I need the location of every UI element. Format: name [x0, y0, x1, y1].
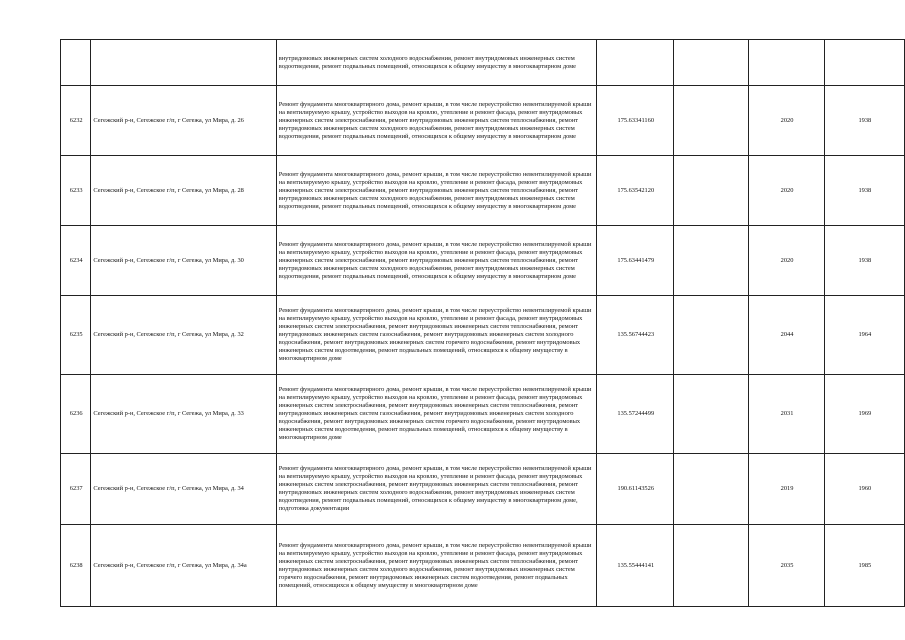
built-year-cell: 1938: [824, 226, 904, 296]
year-cell: 2044: [749, 296, 824, 375]
year-cell: 2035: [749, 525, 824, 607]
row-number: 6238: [61, 525, 91, 607]
works-cell: Ремонт фундамента многоквартирного дома, ремонт крыши, в том числе переустройство невентилируемой крыши на вентилируемую крышу, устройство выходов на кровлю, утепление и ремонт фасада, ремонт внутридомовых инженерных систем электроснабжения, ремонт внутридомовых инженерных систем теплоснабжения, ремонт внутридомовых инженерных систем газоснабжения, ремонт внутридомовых инженерных систем холодного водоснабжения, ремонт внутридомовых инженерных систем горячего водоснабжения, ремонт внутридомовых инженерных систем водоотведения, ремонт подвальных помещений, относящихся к общему имуществу в многоквартирном доме: [276, 296, 596, 375]
row-number: 6237: [61, 454, 91, 525]
cost-cell: 135.57244499: [597, 375, 674, 454]
year-cell: 2020: [749, 156, 824, 226]
table-row: [61, 454, 905, 525]
address-cell: Сегежский р-н, Сегежское г/п, г Сегежа, ул Мира, д. 26: [91, 86, 276, 156]
table-row: [61, 525, 905, 607]
year-cell: 2020: [749, 86, 824, 156]
address-cell: Сегежский р-н, Сегежское г/п, г Сегежа, ул Мира, д. 34: [91, 454, 276, 525]
row-number: 6233: [61, 156, 91, 226]
address-cell: Сегежский р-н, Сегежское г/п, г Сегежа, ул Мира, д. 32: [91, 296, 276, 375]
works-cell: Ремонт фундамента многоквартирного дома, ремонт крыши, в том числе переустройство невентилируемой крыши на вентилируемую крышу, устройство выходов на кровлю, утепление и ремонт фасада, ремонт внутридомовых инженерных систем электроснабжения, ремонт внутридомовых инженерных систем теплоснабжения, ремонт внутридомовых инженерных систем холодного водоснабжения, ремонт внутридомовых инженерных систем водоотведения, ремонт подвальных помещений, относящихся к общему имуществу в многоквартирном доме, подготовка документации: [276, 454, 596, 525]
row-number: 6234: [61, 226, 91, 296]
table-row: [61, 296, 905, 375]
built-year-cell: [749, 40, 824, 86]
year-cell: 2031: [749, 375, 824, 454]
table-row: [61, 40, 905, 86]
year-cell: 2019: [749, 454, 824, 525]
empty-cell: [674, 86, 749, 156]
repair-plan-table: [60, 39, 905, 607]
row-number: 6236: [61, 375, 91, 454]
built-year-cell: 1938: [824, 156, 904, 226]
built-year-cell: 1964: [824, 296, 904, 375]
built-year-cell: 1985: [824, 525, 904, 607]
table-row: [61, 156, 905, 226]
built-year-cell: 1960: [824, 454, 904, 525]
table-row: [61, 375, 905, 454]
year-cell: [674, 40, 749, 86]
works-cell: Ремонт фундамента многоквартирного дома, ремонт крыши, в том числе переустройство невентилируемой крыши на вентилируемую крышу, устройство выходов на кровлю, утепление и ремонт фасада, ремонт внутридомовых инженерных систем электроснабжения, ремонт внутридомовых инженерных систем теплоснабжения, ремонт внутридомовых инженерных систем холодного водоснабжения, ремонт внутридомовых инженерных систем водоотведения, ремонт подвальных помещений, относящихся к общему имуществу в многоквартирном доме: [276, 86, 596, 156]
built-year-cell: 1938: [824, 86, 904, 156]
works-cell: Ремонт фундамента многоквартирного дома, ремонт крыши, в том числе переустройство невентилируемой крыши на вентилируемую крышу, устройство выходов на кровлю, утепление и ремонт фасада, ремонт внутридомовых инженерных систем электроснабжения, ремонт внутридомовых инженерных систем теплоснабжения, ремонт внутридомовых инженерных систем газоснабжения, ремонт внутридомовых инженерных систем холодного водоснабжения, ремонт внутридомовых инженерных систем горячего водоснабжения, ремонт внутридомовых инженерных систем водоотведения, ремонт подвальных помещений, относящихся к общему имуществу в многоквартирном доме: [276, 375, 596, 454]
empty-cell: [674, 296, 749, 375]
cost-cell: [597, 40, 674, 86]
empty-cell: [674, 454, 749, 525]
row-number: [61, 40, 91, 86]
works-cell: Ремонт фундамента многоквартирного дома, ремонт крыши, в том числе переустройство невентилируемой крыши на вентилируемую крышу, устройство выходов на кровлю, утепление и ремонт фасада, ремонт внутридомовых инженерных систем электроснабжения, ремонт внутридомовых инженерных систем теплоснабжения, ремонт внутридомовых инженерных систем холодного водоснабжения, ремонт внутридомовых инженерных систем водоотведения, ремонт подвальных помещений, относящихся к общему имуществу в многоквартирном доме: [276, 226, 596, 296]
empty-cell: [674, 375, 749, 454]
cost-cell: 190.61143526: [597, 454, 674, 525]
empty-cell: [824, 40, 904, 86]
table-row: [61, 86, 905, 156]
year-cell: 2020: [749, 226, 824, 296]
cost-cell: 135.55444141: [597, 525, 674, 607]
empty-cell: [674, 226, 749, 296]
row-number: 6235: [61, 296, 91, 375]
empty-cell: [674, 525, 749, 607]
works-cell: внутридомовых инженерных систем холодного водоснабжения, ремонт внутридомовых инженерных систем водоотведения, ремонт подвальных помещений, относящихся к общему имуществу в многоквартирном доме: [276, 40, 596, 86]
cost-cell: 135.56744423: [597, 296, 674, 375]
address-cell: Сегежский р-н, Сегежское г/п, г Сегежа, ул Мира, д. 33: [91, 375, 276, 454]
cost-cell: 175.63542120: [597, 156, 674, 226]
row-number: 6232: [61, 86, 91, 156]
works-cell: Ремонт фундамента многоквартирного дома, ремонт крыши, в том числе переустройство невентилируемой крыши на вентилируемую крышу, устройство выходов на кровлю, утепление и ремонт фасада, ремонт внутридомовых инженерных систем электроснабжения, ремонт внутридомовых инженерных систем теплоснабжения, ремонт внутридомовых инженерных систем холодного водоснабжения, ремонт внутридомовых инженерных систем водоотведения, ремонт подвальных помещений, относящихся к общему имуществу в многоквартирном доме: [276, 156, 596, 226]
cost-cell: 175.63341160: [597, 86, 674, 156]
table-row: [61, 226, 905, 296]
address-cell: Сегежский р-н, Сегежское г/п, г Сегежа, ул Мира, д. 30: [91, 226, 276, 296]
address-cell: Сегежский р-н, Сегежское г/п, г Сегежа, ул Мира, д. 34а: [91, 525, 276, 607]
cost-cell: 175.63441479: [597, 226, 674, 296]
empty-cell: [674, 156, 749, 226]
works-cell: Ремонт фундамента многоквартирного дома, ремонт крыши, в том числе переустройство невентилируемой крыши на вентилируемую крышу, устройство выходов на кровлю, утепление и ремонт фасада, ремонт внутридомовых инженерных систем электроснабжения, ремонт внутридомовых инженерных систем теплоснабжения, ремонт внутридомовых инженерных систем холодного водоснабжения, ремонт внутридомовых инженерных систем горячего водоснабжения, ремонт внутридомовых инженерных систем водоотведения, ремонт подвальных помещений, относящихся к общему имуществу в многоквартирном доме: [276, 525, 596, 607]
built-year-cell: 1969: [824, 375, 904, 454]
address-cell: [91, 40, 276, 86]
address-cell: Сегежский р-н, Сегежское г/п, г Сегежа, ул Мира, д. 28: [91, 156, 276, 226]
